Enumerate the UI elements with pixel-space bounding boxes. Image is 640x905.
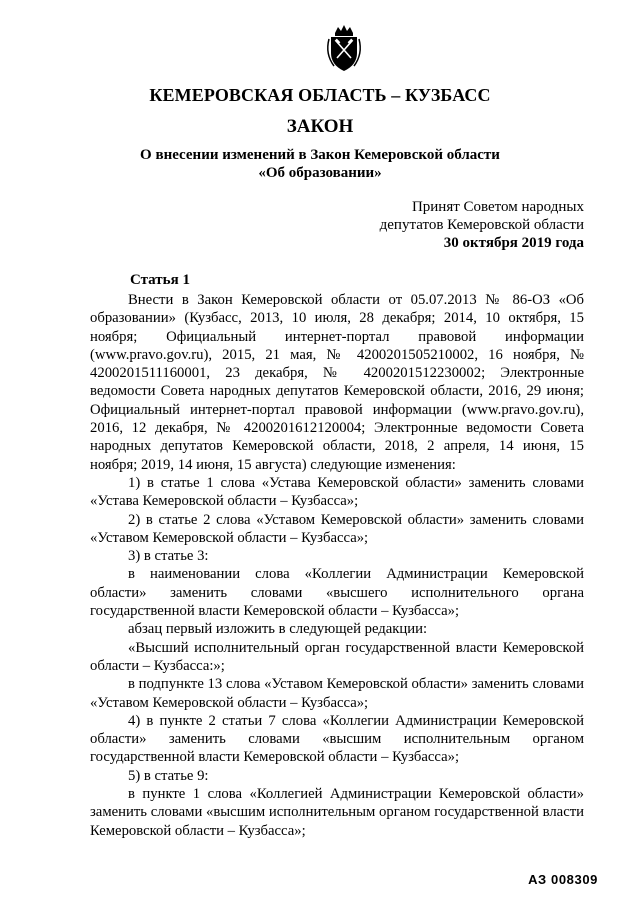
article-paragraph: в подпункте 13 слова «Уставом Кемеровской области» заменить словами «Уставом Кемеровской области – Кузбасса»; — [90, 676, 584, 711]
article-paragraph: в пункте 1 слова «Коллегией Администрации Кемеровской области» заменить словами «высшим исполнительным органом государственной власти Кемеровской области – Кузбасса»; — [90, 786, 584, 839]
article-paragraph: в наименовании слова «Коллегии Администрации Кемеровской области» заменить словами «высшего исполнительного органа государственной власти Кемеровской области – Кузбасса»; — [90, 566, 584, 620]
adoption-block — [344, 198, 584, 252]
article-heading: Статья 1 — [130, 272, 190, 288]
article-paragraph: 5) в статье 9: — [128, 767, 209, 784]
article-paragraph: абзац первый изложить в следующей редакции: — [128, 621, 428, 638]
article-paragraph: 1) в статье 1 слова «Устава Кемеровской области» заменить словами «Устава Кемеровской области – Кузбасса»; — [90, 474, 584, 510]
region-title: КЕМЕРОВСКАЯ ОБЛАСТЬ – КУЗБАСС — [149, 85, 491, 105]
adoption-date: 30 октября 2019 года — [443, 235, 584, 251]
article-paragraph: 3) в статье 3: — [128, 548, 209, 565]
article-body — [90, 291, 584, 840]
coat-of-arms-icon — [324, 24, 364, 74]
article-paragraph: Внести в Закон Кемеровской области от 05.07.2013 № 86-ОЗ «Об образовании» (Кузбасс, 2013, 10 июля, 28 декабря; 2014, 10 октября, 15 ноября; Официальный интернет-портал правовой информации (www.pravo.gov.ru), 2015, 21 мая, № 4200201505210002, 16 ноября, № 4200201511160001, 23 декабря, № 4200201512230002; Электронные ведомости Совета народных депутатов Кемеровской области, 2016, 29 июня; Официальный интернет-портал правовой информации (www.pravo.gov.ru), 2016, 12 декабря, № 4200201612120004; Электронные ведомости Совета народных депутатов Кемеровской области, 2018, 2 апреля, 14 июня, 15 ноября; 2019, 14 июня, 15 августа) следующие изменения: — [90, 292, 584, 473]
law-title: ЗАКОН — [286, 116, 354, 137]
article-paragraph: 4) в пункте 2 статьи 7 слова «Коллегии Администрации Кемеровской области» заменить словами «высшим исполнительным органом государственной власти Кемеровской области – Кузбасса»; — [90, 712, 584, 766]
law-subject — [0, 146, 640, 182]
adoption-line: Принят Советом народных — [411, 199, 584, 215]
article-paragraph: 2) в статье 2 слова «Уставом Кемеровской области» заменить словами «Уставом Кемеровской области – Кузбасса»; — [90, 511, 584, 546]
article-paragraph: «Высший исполнительный орган государственной власти Кемеровской области – Кузбасса:»; — [90, 639, 584, 674]
form-serial-number: АЗ 008309 — [528, 872, 598, 887]
subject-line: «Об образовании» — [258, 165, 382, 181]
subject-line: О внесении изменений в Закон Кемеровской области — [140, 147, 500, 163]
adoption-line: депутатов Кемеровской области — [379, 217, 584, 233]
